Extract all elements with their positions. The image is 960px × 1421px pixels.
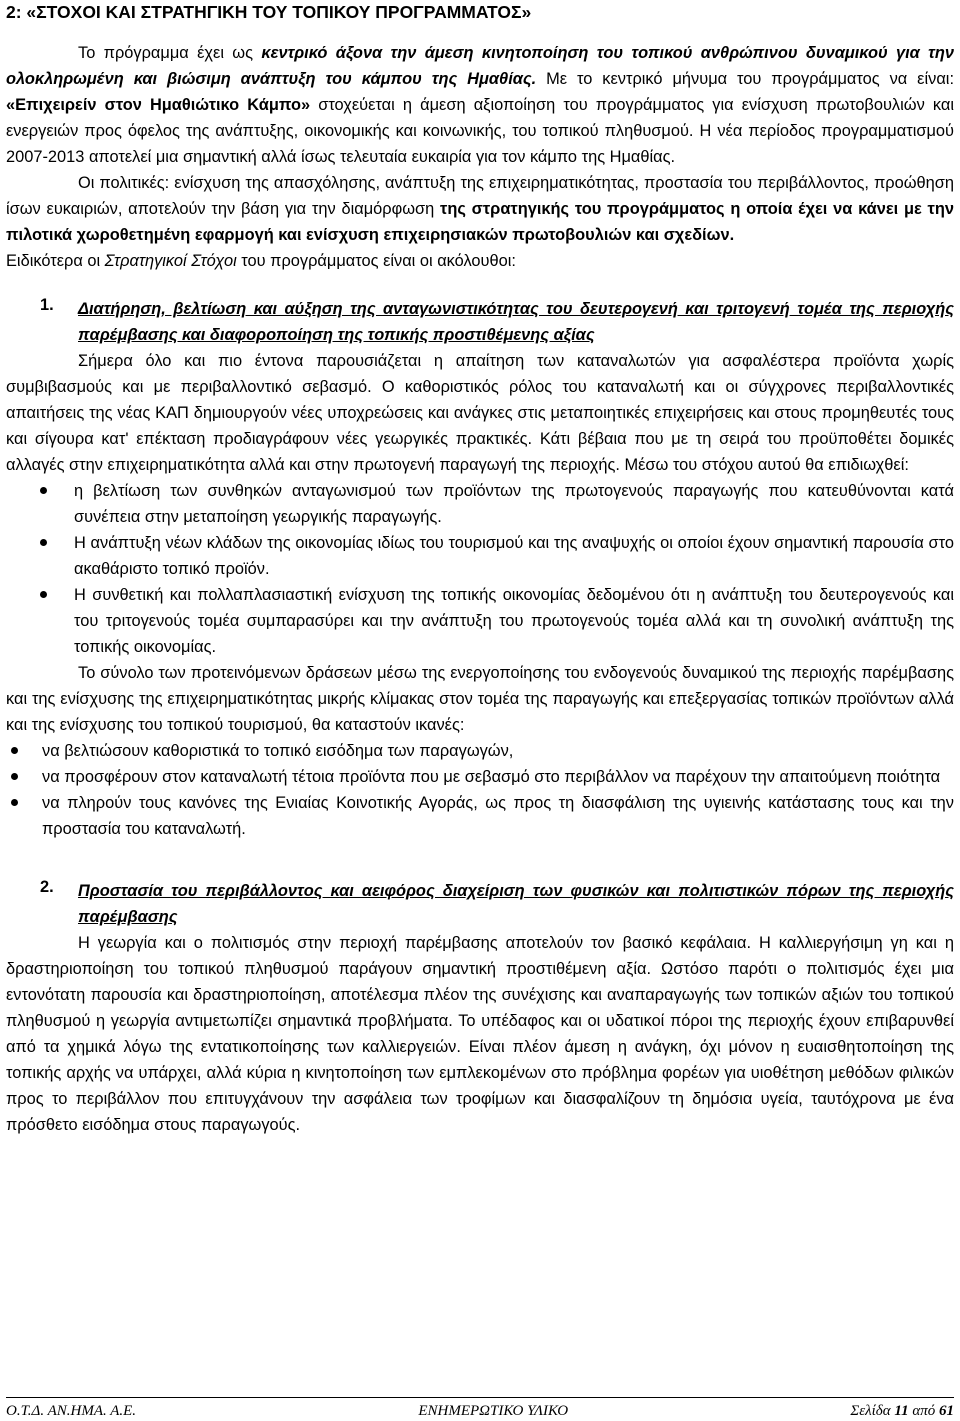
- text-run: του προγράμματος είναι οι ακόλουθοι:: [236, 252, 516, 270]
- list-item-text: Η ανάπτυξη νέων κλάδων της οικονομίας ιδίως του τουρισμού και της αναψυχής οι οποίοι έχουν σημαντική παρουσία στο ακαθάριστο τοπικό προϊόν.: [74, 534, 954, 578]
- footer-document-type: ΕΝΗΜΕΡΩΤΙΚΟ ΥΛΙΚΟ: [418, 1403, 569, 1419]
- list-item-text: να προσφέρουν στον καταναλωτή τέτοια προϊόντα που με σεβασμό στο περιβάλλον να παρέχουν την απαιτούμενη ποιότητα: [42, 768, 941, 786]
- footer-page-number: [850, 1403, 954, 1420]
- text-run-bold: «Επιχειρείν στον Ημαθιώτικο Κάμπο»: [6, 96, 311, 114]
- text-run: Οι πολιτικές: ενίσχυση της απασχόλησης, ανάπτυξη της επιχειρηματικότητας, προστασία του περιβάλλοντος, προώθηση ίσων ευκαιριών, αποτελούν την βάση για την διαμόρφωση: [6, 174, 954, 218]
- list-item-text: να πληρούν τους κανόνες της Ενιαίας Κοινοτικής Αγοράς, ως προς τη διασφάλιση της υγιεινής κατάστασης τους και την προστασία του καταναλωτή.: [42, 794, 954, 838]
- text-run: από: [908, 1403, 939, 1419]
- goal-1-paragraph-1: Σήμερα όλο και πιο έντονα παρουσιάζεται η απαίτηση των καταναλωτών για ασφαλέστερα προϊόντα χωρίς συμβιβασμούς και με περιβαλλοντικό σεβασμό. Ο καθοριστικός ρόλος του καταναλωτή και οι σύγχρονες περιβαλλοντικές απαιτήσεις της νέας ΚΑΠ δημιουργούν νέες υποχρεώσεις και ανάγκες στις μεταποιητικές επιχειρήσεις και στους προμηθευτές τους και σίγουρα κατ' επέκταση προδιαγράφουν νέες γεωργικές πρακτικές. Κάτι βέβαια που με τη σειρά του προϋποθέτει δομικές αλλαγές στην επιχειρηματικότητα αλλά και στην πρωτογενή παραγωγή της περιοχής. Μέσω του στόχου αυτού θα επιδιωχθεί:: [6, 352, 954, 474]
- bullet-icon: [40, 539, 47, 546]
- list-item-text: η βελτίωση των συνθηκών ανταγωνισμού των προϊόντων της πρωτογενούς παραγωγής που κατευθύνονται κατά συνέπεια στην μεταποίηση γεωργικής παραγωγής.: [74, 482, 954, 526]
- bullet-icon: [40, 591, 47, 598]
- intro-paragraph-1: [6, 40, 954, 170]
- intro-paragraph-3: [6, 248, 954, 274]
- goal-1: [6, 296, 954, 348]
- goal-2: [6, 878, 954, 930]
- list-item: [6, 478, 954, 530]
- text-run: Το πρόγραμμα έχει ως: [78, 44, 262, 62]
- text-run-italic: Στρατηγικοί Στόχοι: [104, 252, 237, 270]
- text-run-bold: της στρατηγικής του προγράμματος η οποία έχει να κάνει με την πιλοτικά χωροθετημένη εφαρμογή και ενίσχυση επιχειρησιακών πρωτοβουλιών και σχεδίων.: [6, 200, 954, 244]
- section-heading: 2: «ΣΤΟΧΟΙ ΚΑΙ ΣΤΡΑΤΗΓΙΚΗ ΤΟΥ ΤΟΠΙΚΟΥ ΠΡΟΓΡΑΜΜΑΤΟΣ»: [6, 2, 532, 22]
- list-item-text: να βελτιώσουν καθοριστικά το τοπικό εισόδημα των παραγωγών,: [42, 742, 514, 760]
- text-run: στοχεύεται η άμεση αξιοποίηση του προγράμματος για ενίσχυση πρωτοβουλιών και ενεργειών προς όφελος της ανάπτυξης, οικονομικής και κοινωνικής, του τοπικού πληθυσμού. Η νέα περίοδος προγραμματισμού 2007-2013 αποτελεί μια σημαντική αλλά ίσως τελευταία ευκαιρία για τον κάμπο της Ημαθίας.: [6, 96, 954, 166]
- text-run: Σελίδα: [850, 1403, 895, 1419]
- text-run-bold-italic: κεντρικό άξονα την άμεση κινητοποίηση του τοπικού ανθρώπινου δυναμικού για την ολοκληρωμένη και βιώσιμη ανάπτυξη του κάμπου της Ημαθίας.: [6, 44, 954, 88]
- total-pages: 61: [938, 1403, 954, 1419]
- bullet-icon: [40, 487, 47, 494]
- document-body: [6, 40, 954, 1138]
- footer-divider: [6, 1397, 954, 1398]
- list-item: [6, 790, 954, 842]
- goal-1-bullet-list-2: [6, 738, 954, 842]
- list-item: [6, 738, 954, 764]
- text-run: Ειδικότερα οι: [6, 252, 105, 270]
- spacer: [6, 842, 954, 878]
- list-item: [6, 764, 954, 790]
- bullet-icon: [11, 747, 18, 754]
- footer-organization: Ο.Τ.Δ. ΑΝ.ΗΜΑ. Α.Ε.: [6, 1403, 137, 1419]
- intro-paragraph-2: [6, 170, 954, 248]
- goal-title: Διατήρηση, βελτίωση και αύξηση της ανταγωνιστικότητας του δευτερογενή και τριτογενή τομέα της περιοχής παρέμβασης και διαφοροποίηση της τοπικής προστιθέμενης αξίας: [78, 300, 954, 344]
- goal-1-paragraph-2: Το σύνολο των προτεινόμενων δράσεων μέσω της ενεργοποίησης του ενδογενούς δυναμικού της περιοχής παρέμβασης και της ενίσχυσης της επιχειρηματικότητας μικρής κλίμακας στον τομέα της παραγωγής και επεξεργασίας τοπικών προϊόντων αλλά και της ενίσχυσης του τοπικού τουρισμού, θα καταστούν ικανές:: [6, 664, 954, 734]
- current-page: 11: [894, 1403, 909, 1419]
- goal-1-bullet-list-1: [6, 478, 954, 660]
- bullet-icon: [11, 773, 18, 780]
- page-footer: [6, 1400, 954, 1420]
- goal-number: 2.: [40, 878, 54, 896]
- goal-2-paragraph-1: Η γεωργία και ο πολιτισμός στην περιοχή παρέμβασης αποτελούν τον βασικό κεφάλαια. Η καλλιεργήσιμη γη και η δραστηριοποίηση του τοπικού πληθυσμού παράγουν σημαντική προστιθέμενη αξία. Ωστόσο παρότι ο πολιτισμός έχει μια εντονότατη παρουσία και δραστηριοποίηση, αποτέλεσμα πλέον της συνέχισης και αναπαραγωγής των τοπικών αξιών του τοπικού πληθυσμού η γεωργία αντιμετωπίζει σημαντικά προβλήματα. Το υπέδαφος και οι υδατικοί πόροι της περιοχής έχουν επιβαρυνθεί από τα χημικά λόγω της εντατικοποίησης των καλλιεργειών. Είναι πλέον άμεση η ανάγκη, όχι μόνον η ευαισθητοποίηση της τοπικής αρχής να υπάρχει, αλλά κύρια η κινητοποίηση των εμπλεκομένων στο πρόβλημα φορέων για υιοθέτηση μεθόδων φιλικών προς το περιβάλλον που επιτυγχάνουν την ασφάλεια των τροφίμων και διασφαλίζουν τη δημόσια υγεία, ταυτόχρονα με ένα πρόσθετο εισόδημα στους παραγωγούς.: [6, 934, 954, 1134]
- list-item-text: Η συνθετική και πολλαπλασιαστική ενίσχυση της τοπικής οικονομίας δεδομένου ότι η ανάπτυξη του δευτερογενούς και του τριτογενούς τομέα συμπαρασύρει και την ανάπτυξη του πρωτογενούς τομέα αλλά και τη συνολική ανάπτυξη της τοπικής οικονομίας.: [74, 586, 954, 656]
- goal-number: 1.: [40, 296, 54, 314]
- list-item: [6, 582, 954, 660]
- text-run: Με το κεντρικό μήνυμα του προγράμματος να είναι:: [536, 70, 954, 88]
- goal-title: Προστασία του περιβάλλοντος και αειφόρος διαχείριση των φυσικών και πολιτιστικών πόρων της περιοχής παρέμβασης: [78, 882, 954, 926]
- bullet-icon: [11, 799, 18, 806]
- list-item: [6, 530, 954, 582]
